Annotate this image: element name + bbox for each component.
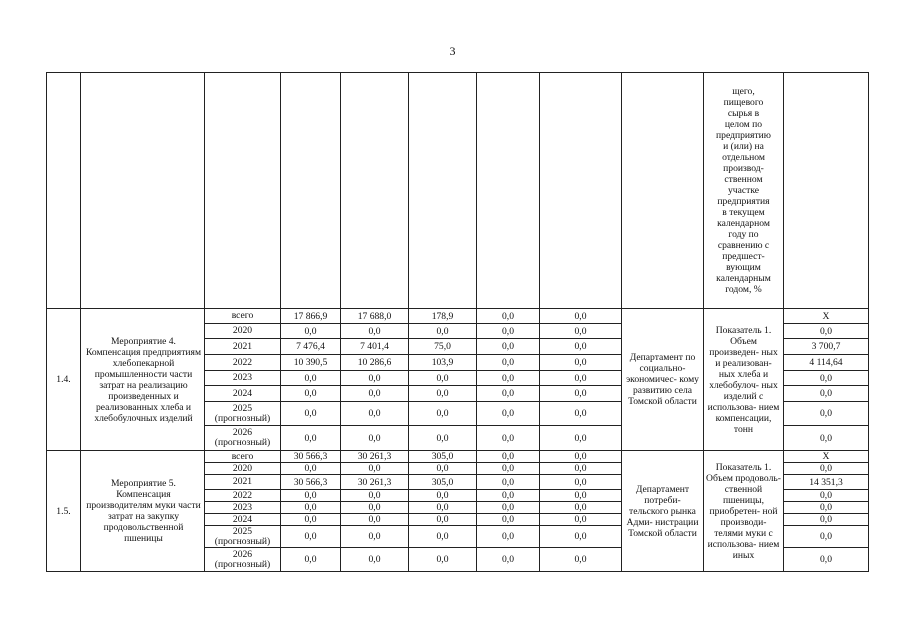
empty-cell — [622, 73, 704, 309]
empty-cell — [341, 73, 409, 309]
amount-cell: 0,0 — [281, 386, 341, 402]
amount-cell: 0,0 — [540, 426, 622, 451]
amount-cell: 305,0 — [409, 451, 477, 463]
amount-cell: 0,0 — [409, 502, 477, 514]
page-number: 3 — [449, 44, 456, 58]
amount-cell: 0,0 — [341, 371, 409, 386]
amount-cell: 30 261,3 — [341, 475, 409, 490]
amount-cell: 0,0 — [281, 548, 341, 572]
amount-cell: 30 566,3 — [281, 451, 341, 463]
period-cell: 2022 — [205, 490, 281, 502]
period-cell: 2025 (прогнозный) — [205, 402, 281, 426]
amount-cell: 0,0 — [477, 324, 540, 339]
indicator-value-cell: 0,0 — [784, 324, 869, 339]
amount-cell: 0,0 — [540, 475, 622, 490]
amount-cell: 7 401,4 — [341, 339, 409, 355]
indicator-value-cell: 0,0 — [784, 514, 869, 526]
amount-cell: 0,0 — [540, 386, 622, 402]
amount-cell: 0,0 — [341, 426, 409, 451]
amount-cell: 0,0 — [341, 548, 409, 572]
amount-cell: 0,0 — [341, 463, 409, 475]
amount-cell: 0,0 — [540, 309, 622, 324]
amount-cell: 305,0 — [409, 475, 477, 490]
amount-cell: 0,0 — [477, 502, 540, 514]
period-cell: 2023 — [205, 502, 281, 514]
period-cell: 2021 — [205, 475, 281, 490]
amount-cell: 7 476,4 — [281, 339, 341, 355]
amount-cell: 0,0 — [409, 402, 477, 426]
measure-name: Мероприятие 5. Компенсация производителям муки части затрат на закупку продовольственной пшеницы — [81, 451, 205, 572]
amount-cell: 0,0 — [477, 548, 540, 572]
indicator-continuation — [704, 73, 784, 309]
indicator-value-cell: 0,0 — [784, 490, 869, 502]
period-cell: 2026 (прогнозный) — [205, 548, 281, 572]
indicator-cell: Показатель 1. Объем произведен- ных и реализован- ных хлеба и хлебобулоч- ных изделий с использова- нием компенсации, тонн — [704, 309, 784, 451]
table-row — [47, 309, 869, 324]
amount-cell: 0,0 — [540, 339, 622, 355]
amount-cell: 0,0 — [540, 548, 622, 572]
empty-cell — [540, 73, 622, 309]
empty-cell — [281, 73, 341, 309]
indicator-value-cell: 0,0 — [784, 371, 869, 386]
amount-cell: 0,0 — [477, 402, 540, 426]
indicator-value-cell: 14 351,3 — [784, 475, 869, 490]
empty-cell — [81, 73, 205, 309]
amount-cell: 17 688,0 — [341, 309, 409, 324]
empty-cell — [47, 73, 81, 309]
amount-cell: 178,9 — [409, 309, 477, 324]
amount-cell: 0,0 — [477, 339, 540, 355]
amount-cell: 0,0 — [409, 371, 477, 386]
amount-cell: 0,0 — [477, 426, 540, 451]
row-number: 1.5. — [47, 451, 81, 572]
amount-cell: 0,0 — [477, 309, 540, 324]
period-cell: 2025 (прогнозный) — [205, 526, 281, 548]
period-cell: 2022 — [205, 355, 281, 371]
program-table — [46, 72, 869, 572]
period-cell: всего — [205, 309, 281, 324]
empty-cell — [784, 73, 869, 309]
indicator-value-cell: 3 700,7 — [784, 339, 869, 355]
amount-cell: 0,0 — [341, 324, 409, 339]
indicator-value-cell: 0,0 — [784, 426, 869, 451]
amount-cell: 0,0 — [409, 463, 477, 475]
amount-cell: 75,0 — [409, 339, 477, 355]
amount-cell: 10 390,5 — [281, 355, 341, 371]
amount-cell: 0,0 — [281, 490, 341, 502]
amount-cell: 0,0 — [540, 526, 622, 548]
period-cell: всего — [205, 451, 281, 463]
amount-cell: 0,0 — [281, 514, 341, 526]
period-cell: 2024 — [205, 386, 281, 402]
amount-cell: 0,0 — [409, 426, 477, 451]
amount-cell: 0,0 — [409, 514, 477, 526]
amount-cell: 0,0 — [341, 514, 409, 526]
amount-cell: 0,0 — [341, 386, 409, 402]
amount-cell: 0,0 — [477, 526, 540, 548]
amount-cell: 0,0 — [409, 490, 477, 502]
period-cell: 2021 — [205, 339, 281, 355]
amount-cell: 0,0 — [477, 355, 540, 371]
measure-name: Мероприятие 4. Компенсация предприятиям хлебопекарной промышленности части затрат на реализацию произведенных и реализованных хлеба и хлебобулочных изделий — [81, 309, 205, 451]
amount-cell: 0,0 — [341, 526, 409, 548]
amount-cell: 0,0 — [409, 526, 477, 548]
amount-cell: 103,9 — [409, 355, 477, 371]
executor-cell: Департамент по социально- экономичес- кому развитию села Томской области — [622, 309, 704, 451]
amount-cell: 0,0 — [281, 371, 341, 386]
amount-cell: 0,0 — [477, 371, 540, 386]
executor-cell: Департамент потреби- тельского рынка Адми- нистрации Томской области — [622, 451, 704, 572]
table-row — [47, 451, 869, 463]
amount-cell: 0,0 — [281, 526, 341, 548]
period-cell: 2024 — [205, 514, 281, 526]
amount-cell: 0,0 — [540, 463, 622, 475]
indicator-value-cell: 0,0 — [784, 402, 869, 426]
period-cell: 2020 — [205, 463, 281, 475]
row-number: 1.4. — [47, 309, 81, 451]
amount-cell: 0,0 — [281, 402, 341, 426]
amount-cell: 10 286,6 — [341, 355, 409, 371]
amount-cell: 0,0 — [341, 402, 409, 426]
amount-cell: 0,0 — [409, 386, 477, 402]
amount-cell: 0,0 — [341, 490, 409, 502]
indicator-value-cell: 0,0 — [784, 463, 869, 475]
amount-cell: 0,0 — [281, 463, 341, 475]
indicator-value-cell: 4 114,64 — [784, 355, 869, 371]
indicator-value-cell: 0,0 — [784, 526, 869, 548]
amount-cell: 0,0 — [409, 324, 477, 339]
period-cell: 2026 (прогнозный) — [205, 426, 281, 451]
amount-cell: 0,0 — [540, 502, 622, 514]
indicator-value-cell: 0,0 — [784, 502, 869, 514]
indicator-value-cell: 0,0 — [784, 386, 869, 402]
amount-cell: 17 866,9 — [281, 309, 341, 324]
amount-cell: 0,0 — [281, 324, 341, 339]
period-cell: 2020 — [205, 324, 281, 339]
amount-cell: 0,0 — [477, 490, 540, 502]
continuation-row — [47, 73, 869, 309]
amount-cell: 0,0 — [540, 355, 622, 371]
indicator-cell: Показатель 1. Объем продоволь- ственной пшеницы, приобретен- ной производи- телями муки с использова- нием иных — [704, 451, 784, 572]
amount-cell: 0,0 — [477, 451, 540, 463]
amount-cell: 0,0 — [409, 548, 477, 572]
amount-cell: 0,0 — [540, 324, 622, 339]
amount-cell: 0,0 — [540, 490, 622, 502]
amount-cell: 0,0 — [477, 475, 540, 490]
indicator-value-cell: Х — [784, 451, 869, 463]
indicator-value-cell: Х — [784, 309, 869, 324]
amount-cell: 0,0 — [341, 502, 409, 514]
amount-cell: 0,0 — [540, 514, 622, 526]
period-cell: 2023 — [205, 371, 281, 386]
empty-cell — [409, 73, 477, 309]
empty-cell — [477, 73, 540, 309]
amount-cell: 0,0 — [281, 426, 341, 451]
amount-cell: 0,0 — [281, 502, 341, 514]
amount-cell: 0,0 — [477, 386, 540, 402]
amount-cell: 0,0 — [540, 402, 622, 426]
indicator-value-cell: 0,0 — [784, 548, 869, 572]
amount-cell: 30 261,3 — [341, 451, 409, 463]
empty-cell — [205, 73, 281, 309]
amount-cell: 0,0 — [540, 451, 622, 463]
amount-cell: 30 566,3 — [281, 475, 341, 490]
amount-cell: 0,0 — [477, 463, 540, 475]
amount-cell: 0,0 — [540, 371, 622, 386]
amount-cell: 0,0 — [477, 514, 540, 526]
indicator-continuation-text: щего, пищевого сырья в целом по предприятию и (или) на отдельном производ- ственном участке предприятия в текущем календарном году по сравнению с предшест- вующим календарным годом, % — [716, 86, 771, 295]
